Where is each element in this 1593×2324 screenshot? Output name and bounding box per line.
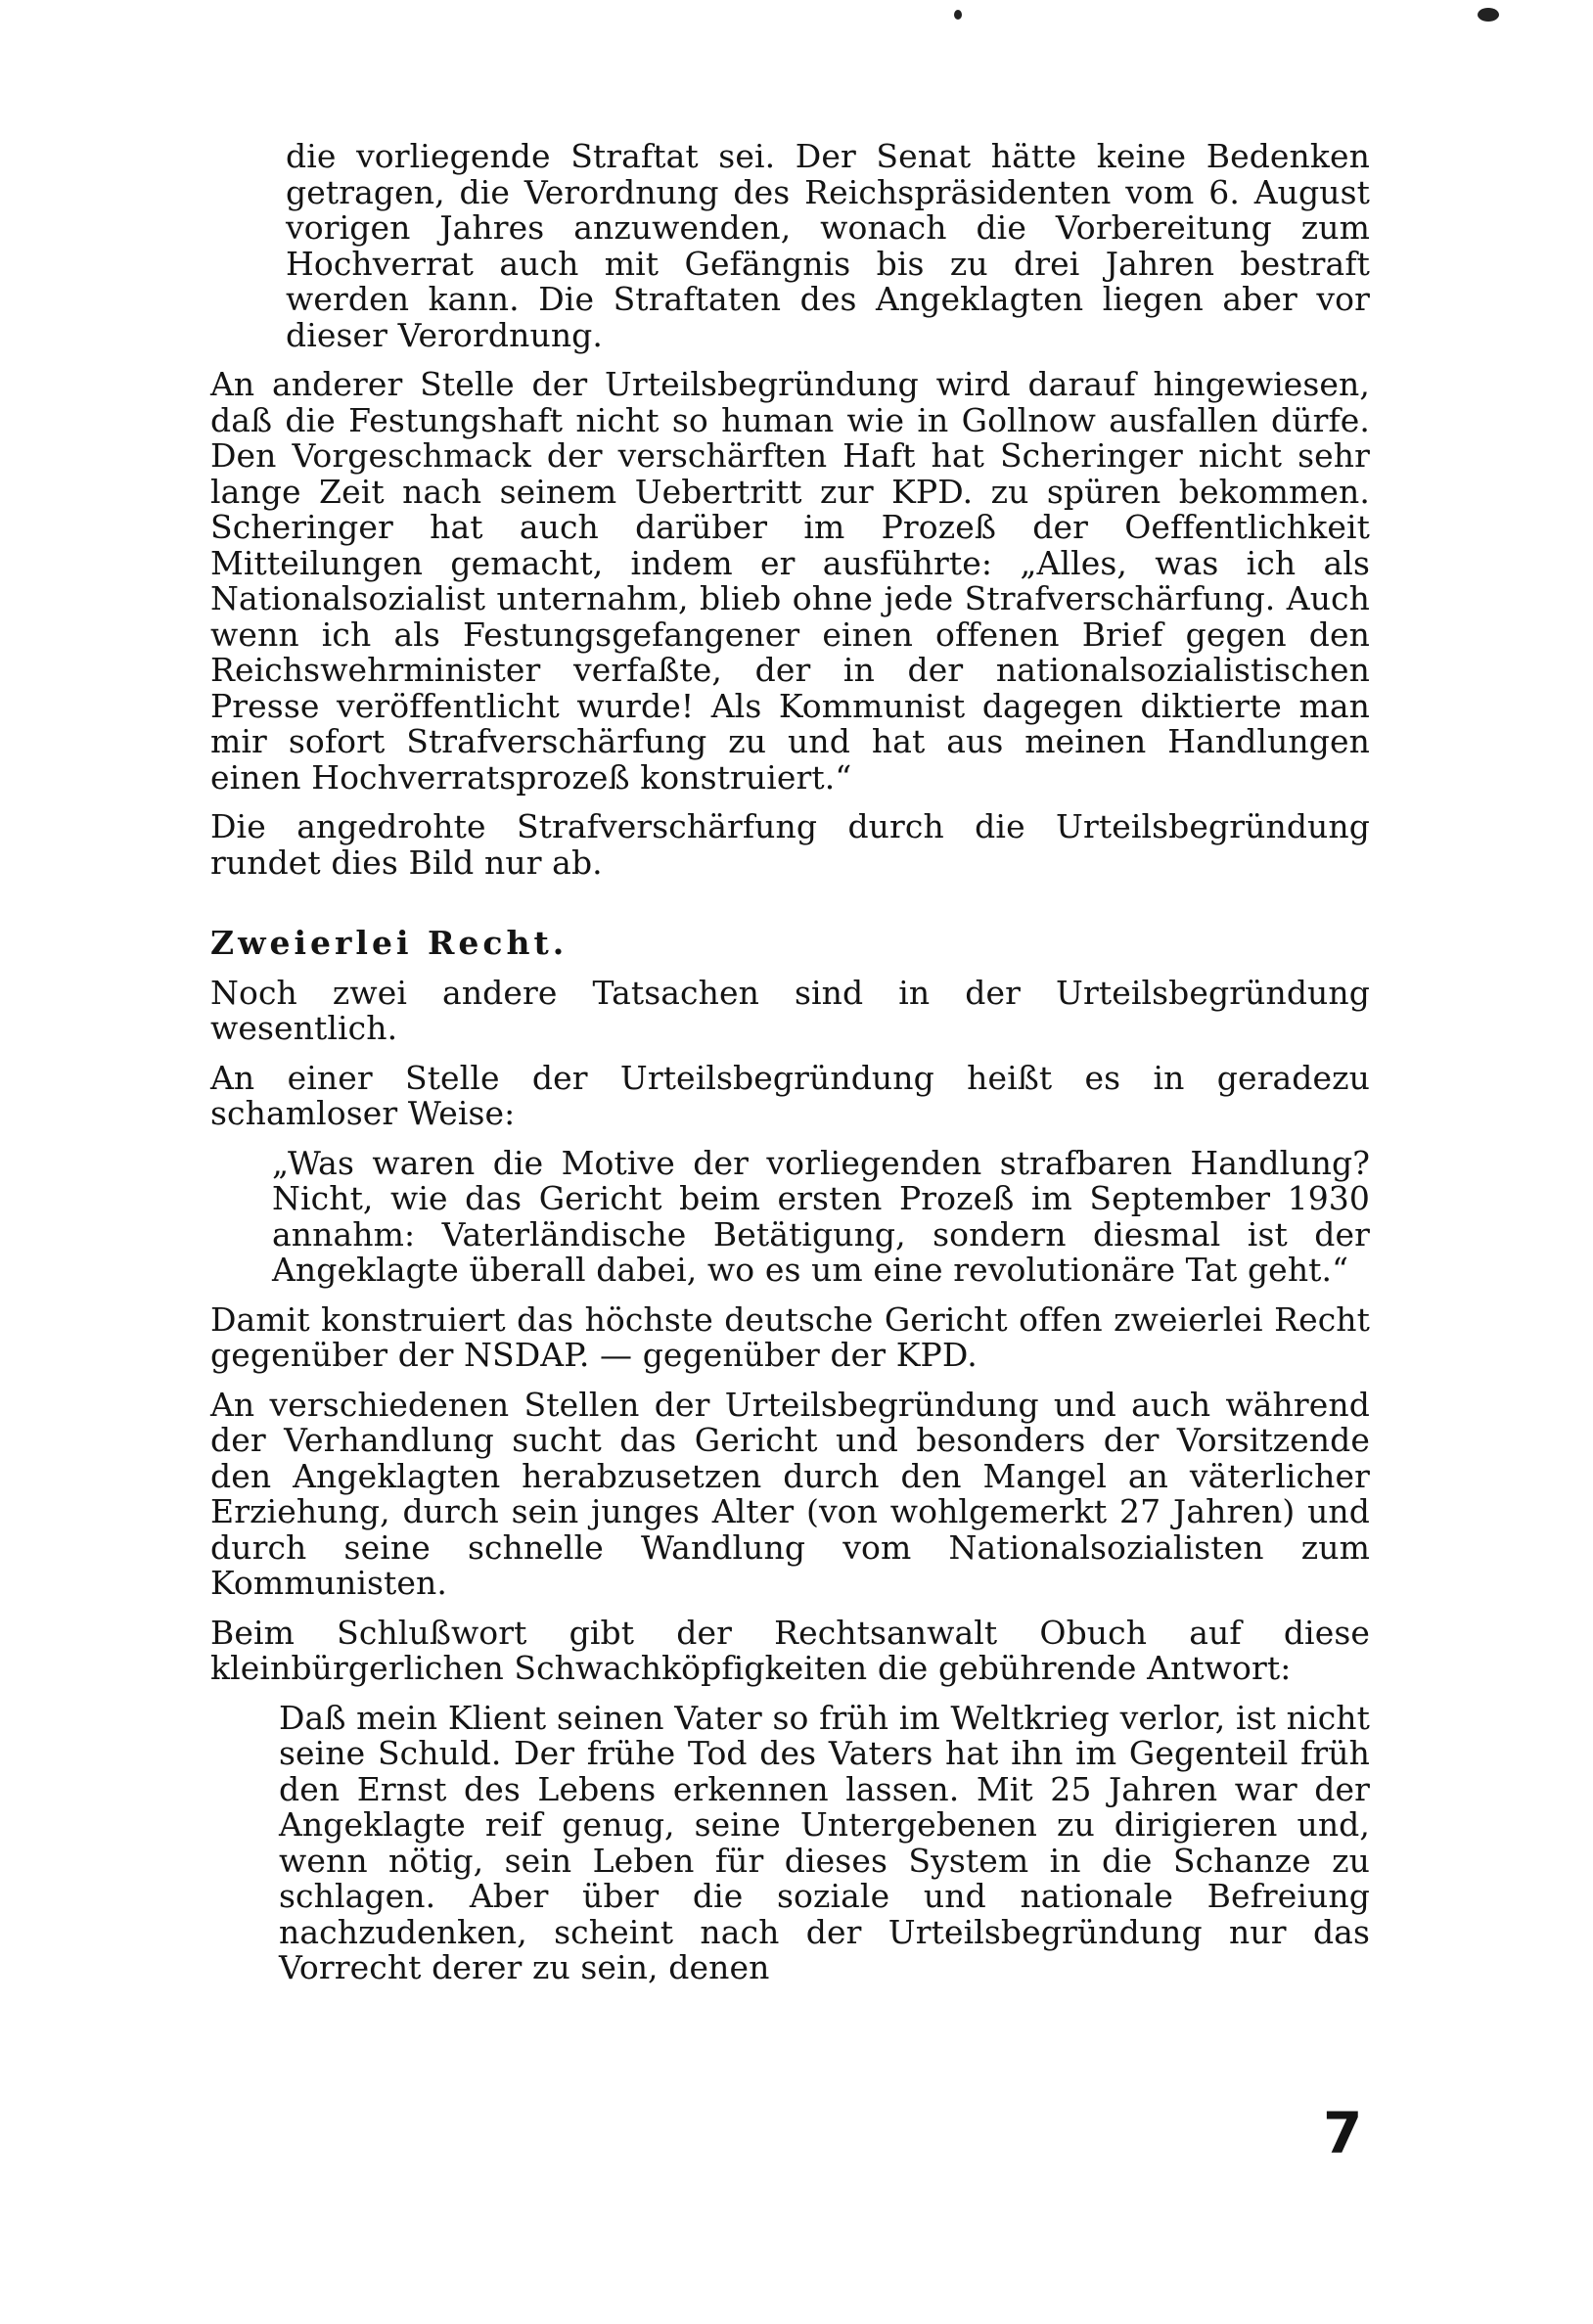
paragraph-zweierlei-recht: Damit konstruiert das höchste deutsche Gericht offen zweierlei Recht gegenüber der NSDAP. — gegenüber der KPD.	[210, 1299, 1370, 1374]
scan-speck	[954, 10, 962, 20]
section-heading: Zweierlei Recht.	[210, 924, 569, 962]
page-number: 7	[1323, 2100, 1363, 2166]
quote-obuch: Daß mein Klient seinen Vater so früh im Weltkrieg verlor, ist nicht seine Schuld. Der frühe Tod des Vaters hat ihn im Gegenteil früh den Ernst des Lebens erkennen lassen. Mit 25 Jahren war der Angeklagte reif genug, seine Untergebenen zu dirigieren und, wenn nötig, sein Leben für dieses System in die Schanze zu schlagen. Aber über die soziale und nationale Befreiung nachzudenken, scheint nach der Urteilsbegründung nur das Vorrecht derer zu sein, denen	[279, 1698, 1370, 1986]
paragraph-continued: die vorliegende Straftat sei. Der Senat hätte keine Bedenken getragen, die Verordnung des Reichspräsidenten vom 6. August vorigen Jahres anzuwenden, wonach die Vorbereitung zum Hochverrat auch mit Gefängnis bis zu drei Jahren bestraft werden kann. Die Straftaten des Angeklagten liegen aber vor dieser Verordnung.	[286, 137, 1370, 354]
paragraph-schlusswort: Beim Schlußwort gibt der Rechtsanwalt Obuch auf diese kleinbürgerlichen Schwachköpfigkeiten die gebührende Antwort:	[210, 1613, 1370, 1687]
scan-speck	[1478, 8, 1499, 22]
paragraph-schamlos: An einer Stelle der Urteilsbegründung heißt es in geradezu schamloser Weise:	[210, 1058, 1370, 1132]
quote-motive: „Was waren die Motive der vorliegenden strafbaren Handlung? Nicht, wie das Gericht beim ersten Prozeß im September 1930 annahm: Vaterländische Betätigung, sondern diesmal ist der Angeklagte überall dabei, wo es um eine revolutionäre Tat geht.“	[272, 1143, 1370, 1289]
paragraph-herabsetzen: An verschiedenen Stellen der Urteilsbegründung und auch während der Verhandlung sucht das Gericht und besonders der Vorsitzende den Angeklagten herabzusetzen durch den Mangel an väterlicher Erziehung, durch sein junges Alter (von wohlgemerkt 27 Jahren) und durch seine schnelle Wandlung vom Nationalsozialisten zum Kommunisten.	[210, 1385, 1370, 1602]
paragraph-festungshaft: An anderer Stelle der Urteilsbegründung wird darauf hingewiesen, daß die Festungshaft nicht so human wie in Gollnow ausfallen dürfe. Den Vorgeschmack der verschärften Haft hat Scheringer nicht sehr lange Zeit nach seinem Uebertritt zur KPD. zu spüren bekommen. Scheringer hat auch darüber im Prozeß der Oeffentlichkeit Mitteilungen gemacht, indem er ausführte: „Alles, was ich als Nationalsozialist unternahm, blieb ohne jede Strafverschärfung. Auch wenn ich als Festungsgefangener einen offenen Brief gegen den Reichswehrminister verfaßte, der in der nationalsozialistischen Presse veröffentlicht wurde! Als Kommunist dagegen diktierte man mir sofort Strafverschärfung zu und hat aus meinen Handlungen einen Hochverratsprozeß konstruiert.“	[210, 365, 1370, 797]
text-column	[210, 139, 1370, 2000]
paragraph-tatsachen: Noch zwei andere Tatsachen sind in der Urteilsbegründung wesentlich.	[210, 973, 1370, 1047]
paragraph-strafverschaerfung: Die angedrohte Strafverschärfung durch die Urteilsbegründung rundet dies Bild nur ab.	[210, 807, 1370, 882]
